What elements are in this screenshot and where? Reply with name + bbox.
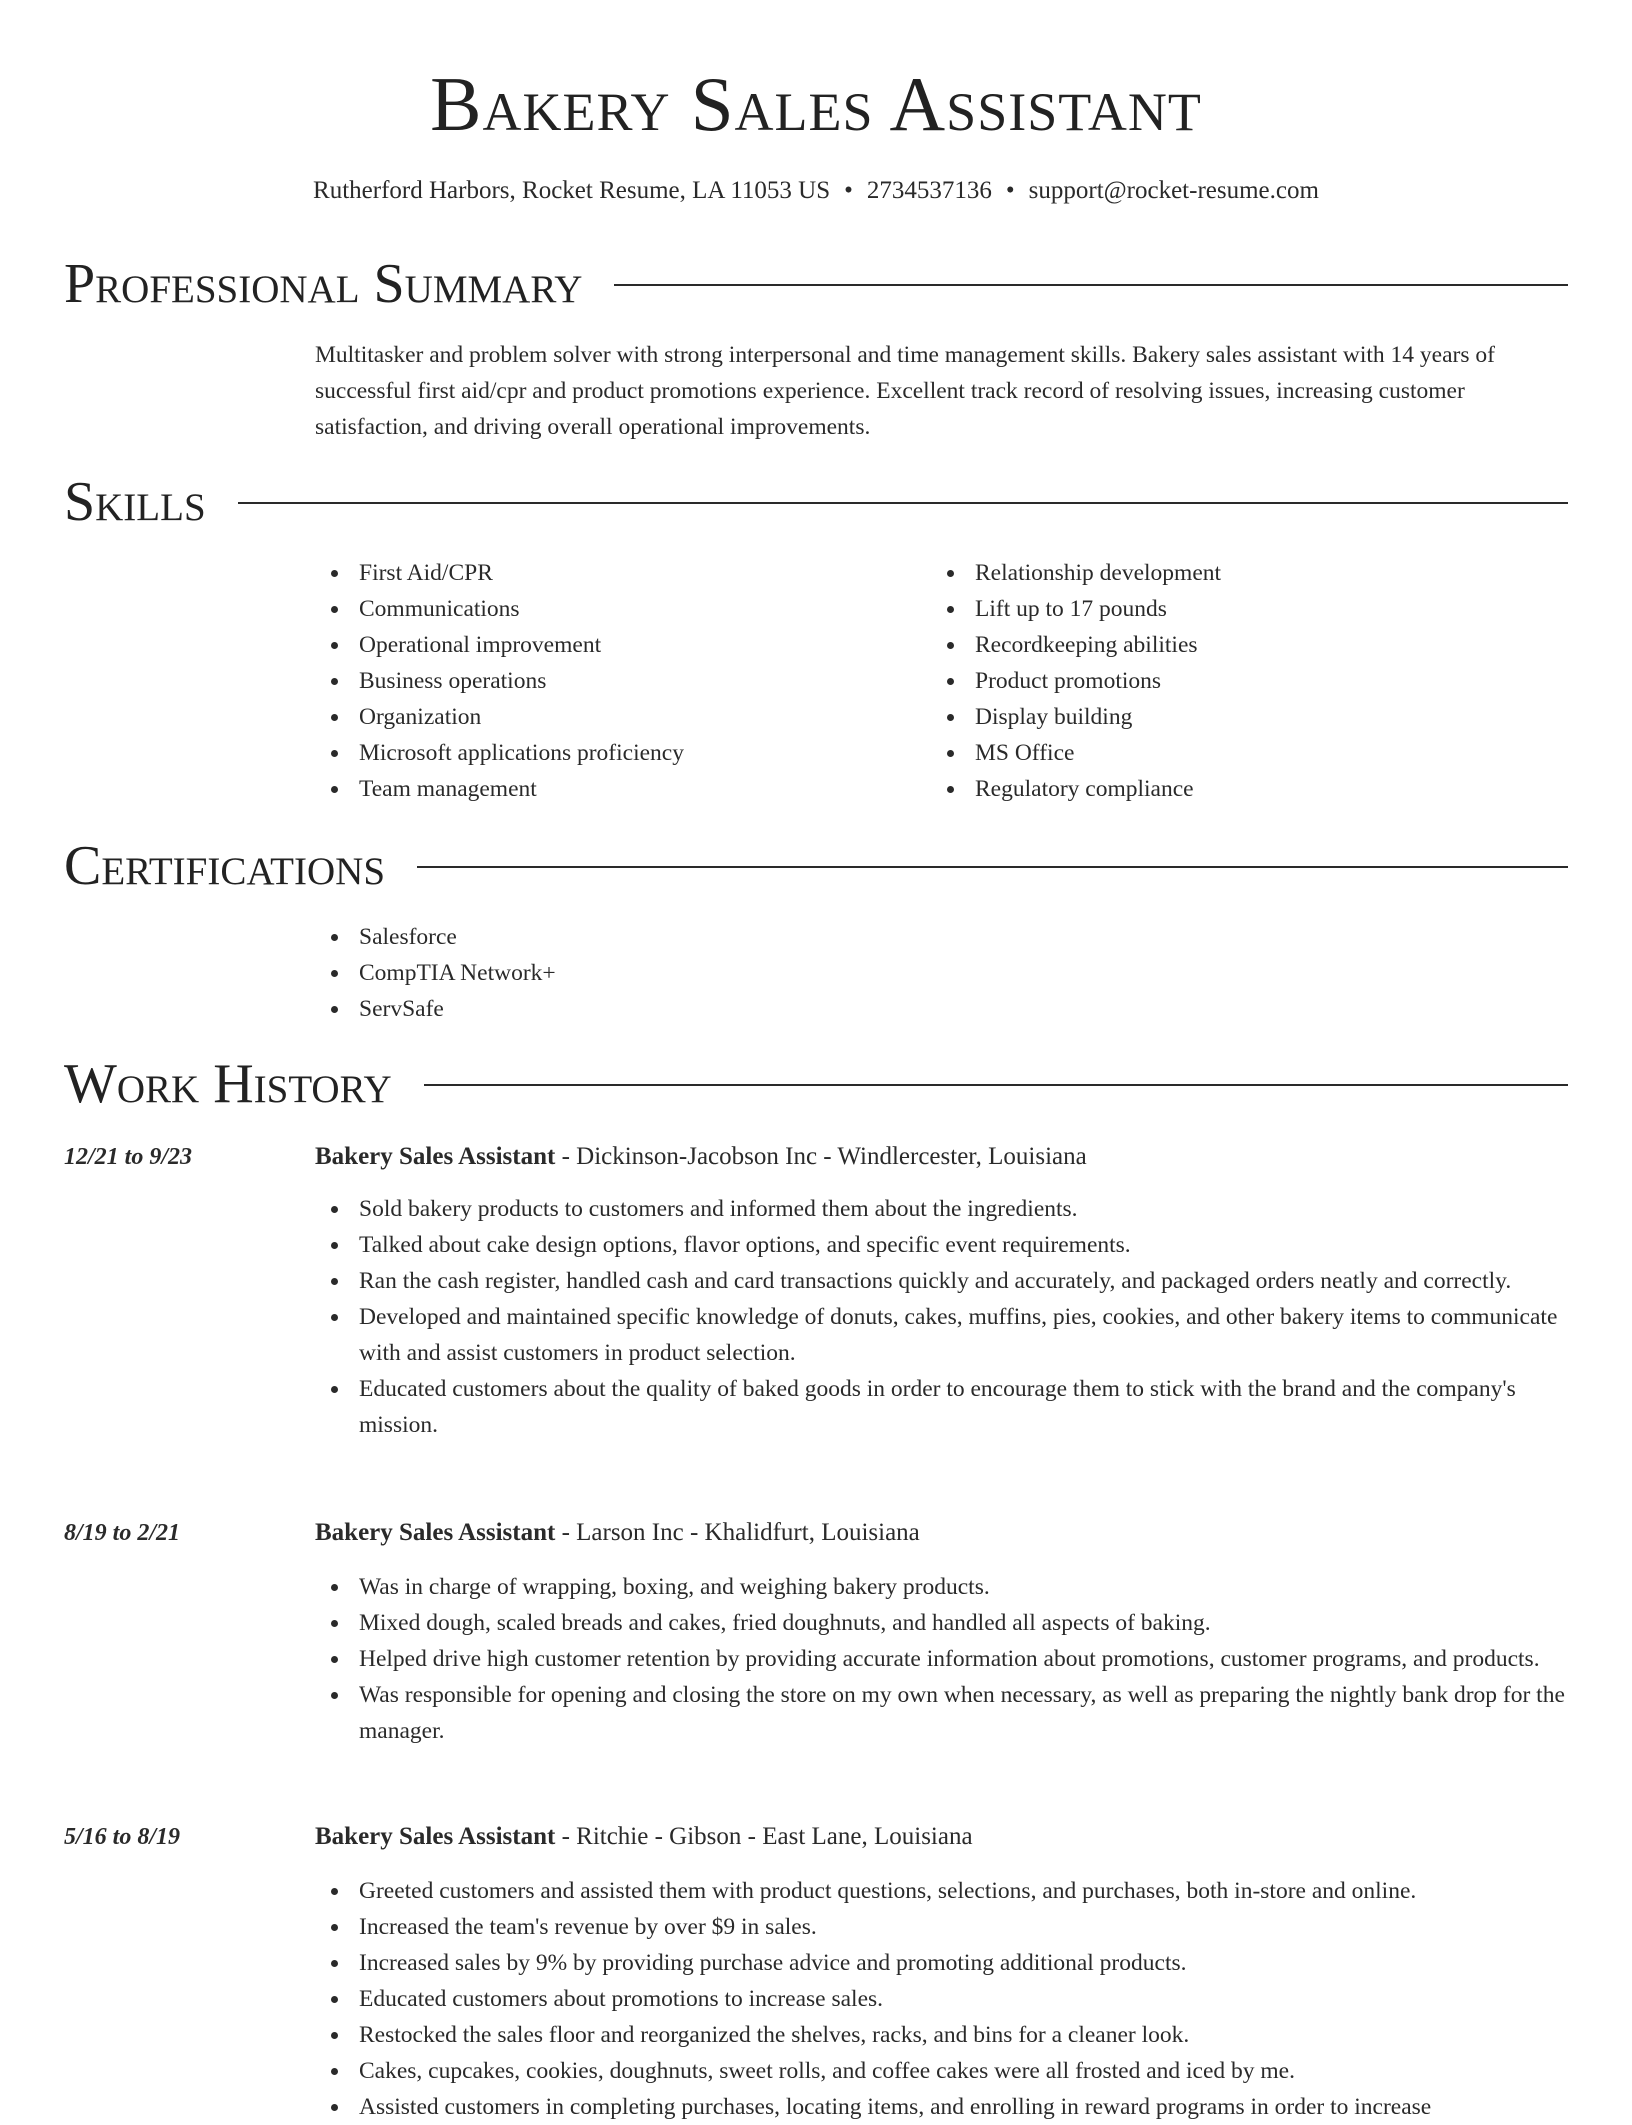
- duty-item: Was in charge of wrapping, boxing, and weighing bakery products.: [315, 1569, 1568, 1605]
- job-heading: [315, 1819, 973, 1855]
- certification-item: ServSafe: [315, 991, 915, 1027]
- section-title: Professional Summary: [64, 253, 583, 315]
- section-header-certifications: [64, 834, 1568, 898]
- job-dates: 8/19 to 2/21: [64, 1520, 181, 1546]
- duty-item: Increased the team's revenue by over $9 in sales.: [315, 1909, 1568, 1945]
- duty-item: Ran the cash register, handled cash and card transactions quickly and accurately, and packaged orders neatly and correctly.: [315, 1263, 1568, 1299]
- section-header-work-history: [64, 1052, 1568, 1116]
- contact-separator: •: [1005, 177, 1015, 204]
- section-divider: [238, 502, 1568, 504]
- duty-item: Restocked the sales floor and reorganized the shelves, racks, and bins for a cleaner look.: [315, 2017, 1568, 2053]
- contact-email: support@rocket-resume.com: [1028, 177, 1319, 204]
- contact-separator: •: [844, 177, 853, 204]
- job-duties: [315, 1191, 1568, 1443]
- resume-name: Bakery Sales Assistant: [430, 61, 1202, 147]
- skill-item: First Aid/CPR: [315, 555, 915, 591]
- job-duties: [315, 1873, 1568, 2125]
- skill-item: Business operations: [315, 663, 915, 699]
- skill-item: Relationship development: [931, 555, 1531, 591]
- skill-item: Product promotions: [931, 663, 1531, 699]
- skills-column-right: [931, 555, 1531, 807]
- job-duties: [315, 1569, 1568, 1749]
- section-title: Skills: [64, 471, 206, 533]
- job-title: Bakery Sales Assistant: [315, 1823, 556, 1850]
- section-divider: [417, 866, 1568, 868]
- certifications-list: [315, 919, 915, 1027]
- duty-item: Talked about cake design options, flavor options, and specific event requirements.: [315, 1227, 1568, 1263]
- job-heading: [315, 1139, 1087, 1175]
- section-divider: [424, 1084, 1568, 1086]
- duty-item: Sold bakery products to customers and informed them about the ingredients.: [315, 1191, 1568, 1227]
- skill-item: MS Office: [931, 735, 1531, 771]
- skill-item: Regulatory compliance: [931, 771, 1531, 807]
- duty-item: Cakes, cupcakes, cookies, doughnuts, sweet rolls, and coffee cakes were all frosted and iced by me.: [315, 2053, 1568, 2089]
- certification-item: CompTIA Network+: [315, 955, 915, 991]
- skill-item: Communications: [315, 591, 915, 627]
- job-employer-location: - Dickinson-Jacobson Inc - Windlercester, Louisiana: [555, 1143, 1087, 1170]
- contact-phone: 2734537136: [866, 177, 992, 204]
- skill-item: Team management: [315, 771, 915, 807]
- duty-item: Educated customers about the quality of baked goods in order to encourage them to stick with the brand and the company's mission.: [315, 1371, 1568, 1443]
- contact-line: [64, 174, 1568, 208]
- skills-column-left: [315, 555, 915, 807]
- section-header-skills: [64, 470, 1568, 534]
- skill-item: Display building: [931, 699, 1531, 735]
- duty-item: Mixed dough, scaled breads and cakes, fried doughnuts, and handled all aspects of baking.: [315, 1605, 1568, 1641]
- job-heading: [315, 1515, 920, 1551]
- duty-item: Assisted customers in completing purchases, locating items, and enrolling in reward programs in order to increase: [315, 2089, 1568, 2125]
- job-employer-location: - Ritchie - Gibson - East Lane, Louisiana: [555, 1823, 973, 1850]
- job-title: Bakery Sales Assistant: [315, 1143, 556, 1170]
- job-dates: 5/16 to 8/19: [64, 1824, 181, 1850]
- job-dates: 12/21 to 9/23: [64, 1144, 193, 1170]
- skill-item: Recordkeeping abilities: [931, 627, 1531, 663]
- duty-item: Developed and maintained specific knowledge of donuts, cakes, muffins, pies, cookies, and other bakery items to communicate with and assist customers in product selection.: [315, 1299, 1568, 1371]
- duty-item: Was responsible for opening and closing the store on my own when necessary, as well as preparing the nightly bank drop for the manager.: [315, 1677, 1568, 1749]
- section-title: Work History: [64, 1053, 392, 1115]
- duty-item: Helped drive high customer retention by providing accurate information about promotions, customer programs, and products.: [315, 1641, 1568, 1677]
- section-header-summary: [64, 252, 1568, 316]
- job-title: Bakery Sales Assistant: [315, 1519, 556, 1546]
- skill-item: Lift up to 17 pounds: [931, 591, 1531, 627]
- skill-item: Microsoft applications proficiency: [315, 735, 915, 771]
- duty-item: Increased sales by 9% by providing purchase advice and promoting additional products.: [315, 1945, 1568, 1981]
- duty-item: Educated customers about promotions to increase sales.: [315, 1981, 1568, 2017]
- skill-item: Organization: [315, 699, 915, 735]
- certification-item: Salesforce: [315, 919, 915, 955]
- contact-address: Rutherford Harbors, Rocket Resume, LA 11053 US: [313, 177, 831, 204]
- skill-item: Operational improvement: [315, 627, 915, 663]
- duty-item: Greeted customers and assisted them with product questions, selections, and purchases, both in-store and online.: [315, 1873, 1568, 1909]
- section-title: Certifications: [64, 835, 386, 897]
- summary-text: Multitasker and problem solver with strong interpersonal and time management skills. Bakery sales assistant with 14 years of successful first aid/cpr and product promotions experience. Excellent track record of resolving issues, increasing customer satisfaction, and driving overall operational improvements.: [315, 342, 1495, 440]
- job-employer-location: - Larson Inc - Khalidfurt, Louisiana: [555, 1519, 920, 1546]
- section-divider: [614, 284, 1568, 286]
